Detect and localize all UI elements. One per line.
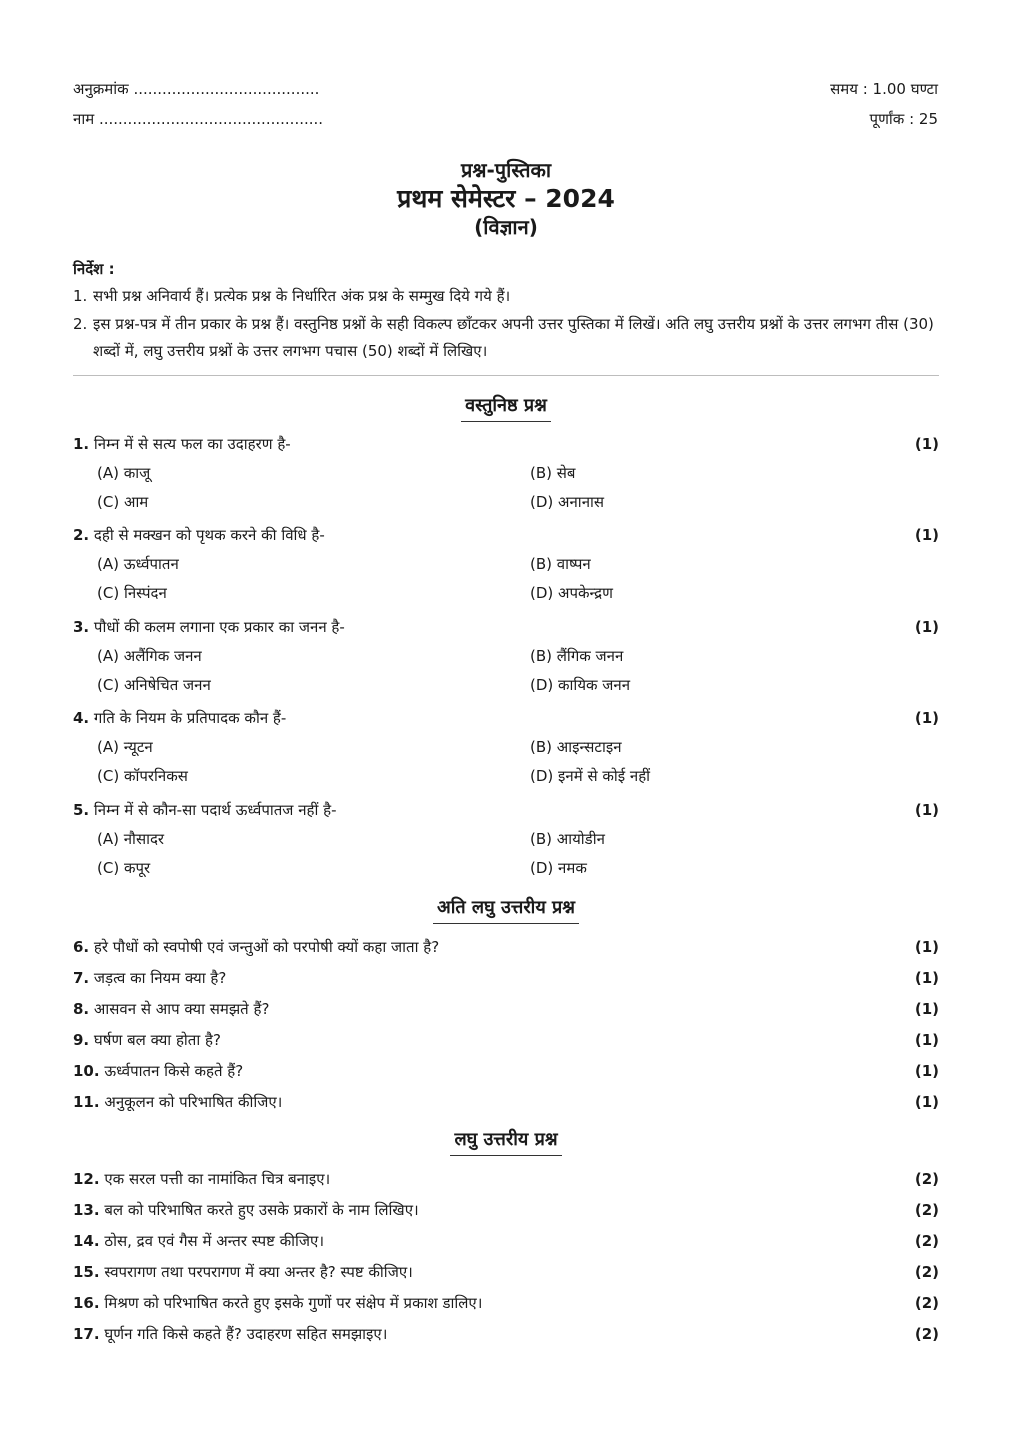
- question-row: [73, 1091, 939, 1113]
- section-title-very-short: [0, 895, 1012, 924]
- question-marks: (1): [914, 709, 939, 727]
- option-a: (A) अलैंगिक जनन: [97, 647, 202, 665]
- question-row: [73, 1029, 939, 1051]
- question-number: 11.: [73, 1093, 100, 1111]
- semester-title: प्रथम सेमेस्टर – 2024: [397, 184, 615, 213]
- question-number: 15.: [73, 1263, 100, 1281]
- question-text: ऊर्ध्वपातन किसे कहते हैं?: [104, 1062, 244, 1080]
- option-a: (A) काजू: [97, 464, 151, 482]
- question-number: 10.: [73, 1062, 100, 1080]
- question-row: [73, 967, 939, 989]
- question-number: 8.: [73, 1000, 90, 1018]
- question-marks: (2): [914, 1263, 939, 1281]
- question-text: हरे पौधों को स्वपोषी एवं जन्तुओं को परपोषी क्यों कहा जाता है?: [93, 938, 440, 956]
- question-text: पौधों की कलम लगाना एक प्रकार का जनन है-: [93, 618, 345, 636]
- question-text: जड़त्व का नियम क्या है?: [93, 969, 227, 987]
- option-a: (A) नौसादर: [97, 830, 165, 848]
- question-text: मिश्रण को परिभाषित करते हुए इसके गुणों पर संक्षेप में प्रकाश डालिए।: [104, 1294, 483, 1312]
- question-marks: (2): [914, 1325, 939, 1343]
- question-number: 1.: [73, 435, 90, 453]
- question-text: गति के नियम के प्रतिपादक कौन हैं-: [93, 709, 287, 727]
- question-row: [73, 799, 939, 821]
- question-marks: (1): [914, 801, 939, 819]
- section-title-short: [0, 1127, 1012, 1156]
- question-marks: (1): [914, 969, 939, 987]
- option-d: (D) नमक: [530, 859, 587, 877]
- subject-title: (विज्ञान): [474, 215, 538, 239]
- question-row: [73, 433, 939, 455]
- question-row: [73, 936, 939, 958]
- section-title-text: वस्तुनिष्ठ प्रश्न: [461, 393, 551, 422]
- question-marks: (2): [914, 1232, 939, 1250]
- question-marks: (1): [914, 938, 939, 956]
- option-a: (A) ऊर्ध्वपातन: [97, 555, 179, 573]
- question-marks: (1): [914, 1000, 939, 1018]
- question-number: 3.: [73, 618, 90, 636]
- option-d: (D) इनमें से कोई नहीं: [530, 767, 651, 785]
- question-text: दही से मक्खन को पृथक करने की विधि है-: [93, 526, 325, 544]
- instruction-text: सभी प्रश्न अनिवार्य हैं। प्रत्येक प्रश्न के निर्धारित अंक प्रश्न के सम्मुख दिये गये हैं।: [93, 287, 511, 305]
- question-row: [73, 1060, 939, 1082]
- section-title-text: अति लघु उत्तरीय प्रश्न: [433, 895, 579, 924]
- booklet-title: प्रश्न-पुस्तिका: [460, 158, 552, 182]
- section-title-text: लघु उत्तरीय प्रश्न: [450, 1127, 561, 1156]
- option-b: (B) सेब: [530, 464, 576, 482]
- question-number: 16.: [73, 1294, 100, 1312]
- instruction-number: 2.: [73, 315, 88, 333]
- instruction-text: इस प्रश्न-पत्र में तीन प्रकार के प्रश्न हैं। वस्तुनिष्ठ प्रश्नों के सही विकल्प छाँटकर अपनी उत्तर पुस्तिका में लिखें। अति लघु उत्तरीय प्रश्नों के उत्तर लगभग तीस (30) शब्दों में, लघु उत्तरीय प्रश्नों के उत्तर लगभग पचास (50) शब्दों में लिखिए।: [93, 315, 934, 360]
- question-number: 9.: [73, 1031, 90, 1049]
- roll-number-label: अनुक्रमांक .......................................: [73, 80, 320, 98]
- question-number: 17.: [73, 1325, 100, 1343]
- question-text: आसवन से आप क्या समझते हैं?: [93, 1000, 270, 1018]
- question-marks: (1): [914, 618, 939, 636]
- instruction-item: [73, 311, 939, 365]
- question-number: 13.: [73, 1201, 100, 1219]
- option-b: (B) लैंगिक जनन: [530, 647, 624, 665]
- question-number: 14.: [73, 1232, 100, 1250]
- question-row: [73, 998, 939, 1020]
- instruction-number: 1.: [73, 287, 88, 305]
- question-marks: (2): [914, 1170, 939, 1188]
- question-text: ठोस, द्रव एवं गैस में अन्तर स्पष्ट कीजिए।: [104, 1232, 325, 1250]
- question-row: [73, 1168, 939, 1190]
- question-number: 2.: [73, 526, 90, 544]
- question-text: स्वपरागण तथा परपरागण में क्या अन्तर है? स्पष्ट कीजिए।: [104, 1263, 413, 1281]
- question-row: [73, 1292, 939, 1314]
- option-b: (B) आयोडीन: [530, 830, 605, 848]
- question-marks: (1): [914, 526, 939, 544]
- divider-line: [73, 375, 939, 376]
- instruction-item: [73, 283, 939, 310]
- question-text: घूर्णन गति किसे कहते हैं? उदाहरण सहित समझाइए।: [104, 1325, 388, 1343]
- question-text: घर्षण बल क्या होता है?: [93, 1031, 221, 1049]
- max-marks-label: पूर्णांक : 25: [869, 110, 938, 128]
- question-marks: (1): [914, 1062, 939, 1080]
- question-marks: (1): [914, 435, 939, 453]
- question-marks: (2): [914, 1201, 939, 1219]
- question-number: 5.: [73, 801, 90, 819]
- question-row: [73, 1323, 939, 1345]
- question-number: 7.: [73, 969, 90, 987]
- question-text: निम्न में से कौन-सा पदार्थ ऊर्ध्वपातज नहीं है-: [93, 801, 337, 819]
- section-title-objective: [0, 393, 1012, 422]
- question-number: 12.: [73, 1170, 100, 1188]
- question-marks: (2): [914, 1294, 939, 1312]
- question-row: [73, 524, 939, 546]
- name-label: नाम ...............................................: [73, 110, 324, 128]
- option-a: (A) न्यूटन: [97, 738, 153, 756]
- option-c: (C) आम: [97, 493, 149, 511]
- option-d: (D) अपकेन्द्रण: [530, 584, 613, 602]
- instructions-heading: निर्देश :: [73, 260, 115, 278]
- question-row: [73, 1199, 939, 1221]
- question-text: बल को परिभाषित करते हुए उसके प्रकारों के नाम लिखिए।: [104, 1201, 419, 1219]
- option-c: (C) कॉपरनिकस: [97, 767, 188, 785]
- question-row: [73, 1230, 939, 1252]
- question-text: निम्न में से सत्य फल का उदाहरण है-: [93, 435, 291, 453]
- question-text: एक सरल पत्ती का नामांकित चित्र बनाइए।: [104, 1170, 331, 1188]
- option-b: (B) वाष्पन: [530, 555, 591, 573]
- question-marks: (1): [914, 1093, 939, 1111]
- question-row: [73, 707, 939, 729]
- question-text: अनुकूलन को परिभाषित कीजिए।: [104, 1093, 283, 1111]
- option-d: (D) अनानास: [530, 493, 605, 511]
- question-marks: (1): [914, 1031, 939, 1049]
- option-c: (C) निस्पंदन: [97, 584, 167, 602]
- question-row: [73, 616, 939, 638]
- question-number: 6.: [73, 938, 90, 956]
- question-number: 4.: [73, 709, 90, 727]
- option-c: (C) कपूर: [97, 859, 151, 877]
- option-c: (C) अनिषेचित जनन: [97, 676, 211, 694]
- option-b: (B) आइन्सटाइन: [530, 738, 622, 756]
- option-d: (D) कायिक जनन: [530, 676, 631, 694]
- question-row: [73, 1261, 939, 1283]
- time-label: समय : 1.00 घण्टा: [830, 80, 938, 98]
